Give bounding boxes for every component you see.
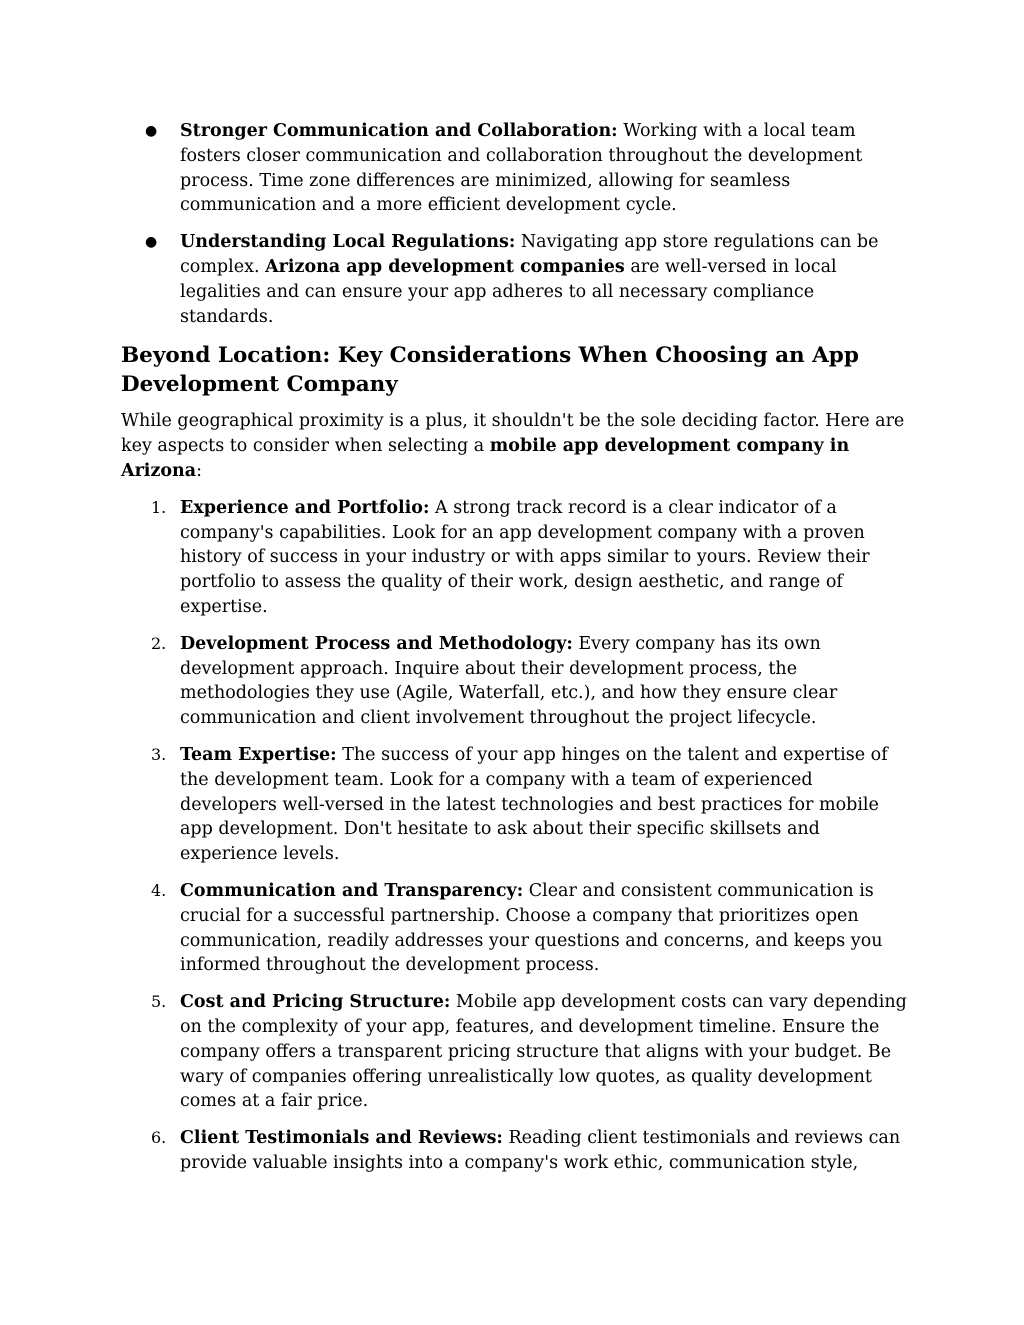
considerations-list: [121, 496, 911, 1176]
list-item: [121, 990, 911, 1114]
list-item-text: The success of your app hinges on the talent and expertise of the development team. Look for a company with a team of experienced developers well-versed in the latest technologies and best practices for mobile app development. Don't hesitate to ask about their specific skillsets and experience levels.: [180, 744, 888, 865]
list-item-term: Understanding Local Regulations:: [180, 232, 516, 253]
list-item-term: Team Expertise:: [180, 744, 337, 765]
list-item-term: Communication and Transparency:: [180, 880, 524, 901]
list-item: [121, 1126, 911, 1176]
list-item: [121, 496, 911, 620]
list-item-term: Stronger Communication and Collaboration:: [180, 121, 618, 141]
list-item-text: are well-versed in local legalities and can ensure your app adheres to all necessary compliance standards.: [180, 256, 837, 327]
list-item-number: 3.: [151, 744, 167, 764]
bullet-icon: ●: [145, 123, 158, 139]
intro-text: :: [196, 460, 203, 481]
list-item-text: Mobile app development costs can vary depending on the complexity of your app, features, and development timeline. Ensure the company offers a transparent pricing structure that aligns with your budget. Be wary of companies offering unrealistically low quotes, as quality development comes at a fair price.: [180, 992, 907, 1112]
list-item-text: Working with a local team fosters closer communication and collaboration throughout the development process. Time zone differences are minimized, allowing for seamless communication and a more efficient development cycle.: [180, 121, 863, 216]
list-item-term: Experience and Portfolio:: [180, 497, 430, 518]
benefits-list: [121, 119, 911, 329]
list-item-number: 4.: [151, 880, 167, 900]
list-item-term: Development Process and Methodology:: [180, 633, 573, 654]
list-item-text: A strong track record is a clear indicator of a company's capabilities. Look for an app development company with a proven history of success in your industry or with apps similar to yours. Review their portfolio to assess the quality of their work, design aesthetic, and range of expertise.: [180, 497, 870, 617]
list-item-term: Client Testimonials and Reviews:: [180, 1128, 503, 1149]
intro-text: While geographical proximity is a plus, it shouldn't be the sole deciding factor. Here are key aspects to consider when selecting a: [121, 411, 905, 457]
list-item-text: Navigating app store regulations can be complex.: [180, 232, 879, 277]
list-item-text: Reading client testimonials and reviews can provide valuable insights into a company's work ethic, communication style,: [180, 1128, 901, 1173]
list-item: [121, 632, 911, 731]
list-item-text: Clear and consistent communication is crucial for a successful partnership. Choose a company that prioritizes open communication, readily addresses your questions and concerns, and keeps you informed throughout the development process.: [180, 880, 883, 976]
section-intro: [121, 409, 911, 483]
document-page: [121, 119, 911, 1188]
section-heading: Beyond Location: Key Considerations When Choosing an App Development Company: [121, 343, 859, 398]
list-item: [121, 230, 911, 329]
intro-highlight: mobile app development company in Arizona: [121, 436, 850, 481]
list-item-number: 1.: [151, 497, 167, 517]
bullet-icon: ●: [145, 234, 158, 251]
list-item: [121, 879, 911, 978]
list-item-number: 5.: [151, 992, 167, 1012]
list-item: [121, 743, 911, 867]
list-item: [121, 119, 911, 218]
list-item-text: Every company has its own development approach. Inquire about their development process, the methodologies they use (Agile, Waterfall, etc.), and how they ensure clear communication and client involvement throughout the project lifecycle.: [180, 633, 838, 729]
list-item-highlight: Arizona app development companies: [265, 256, 625, 277]
list-item-number: 6.: [151, 1128, 167, 1148]
list-item-number: 2.: [151, 633, 167, 653]
list-item-term: Cost and Pricing Structure:: [180, 992, 451, 1013]
